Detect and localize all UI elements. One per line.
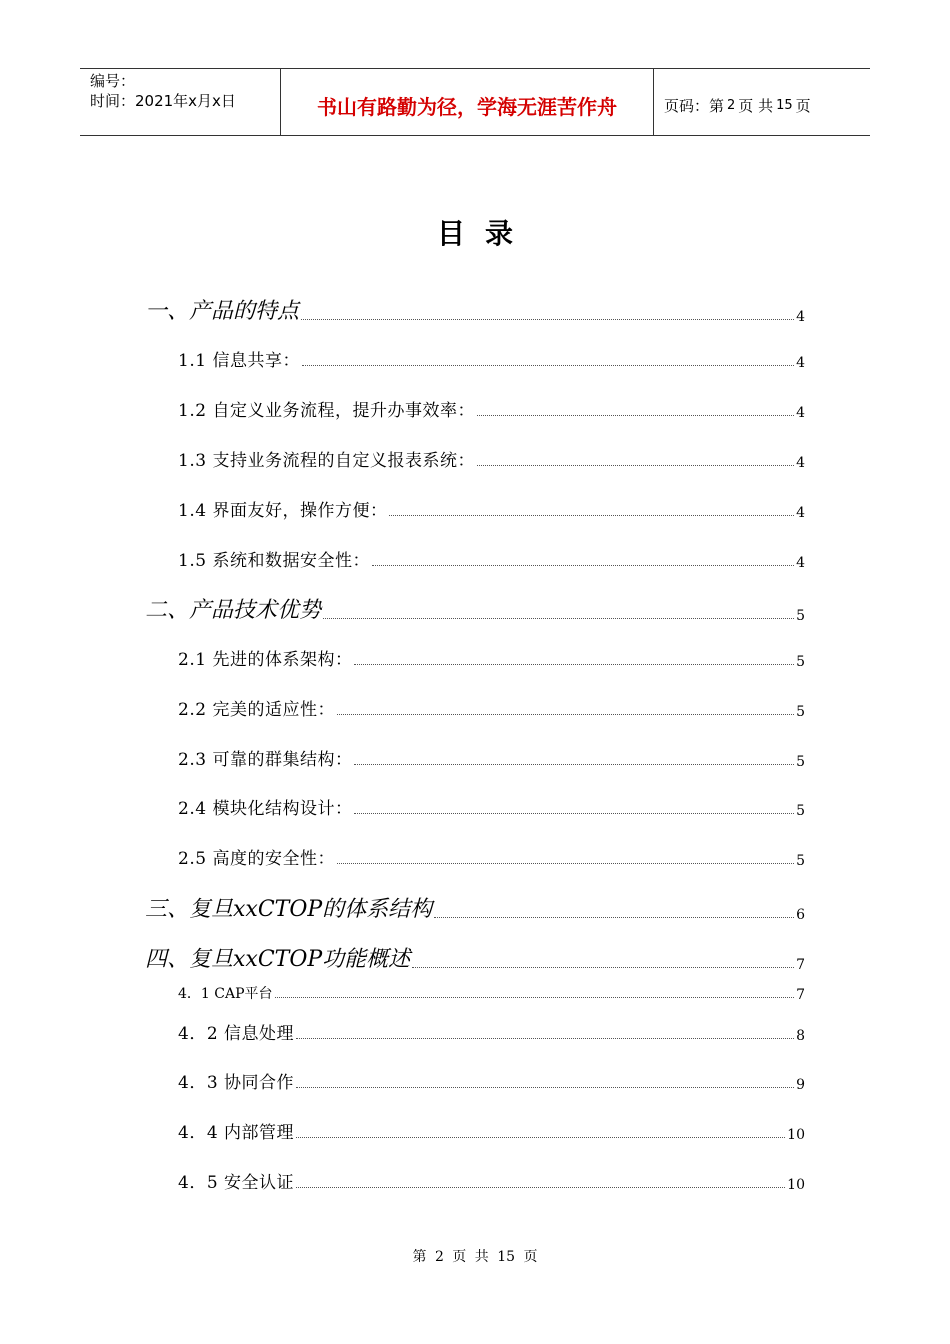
toc-entry[interactable] <box>178 396 805 421</box>
toc-entry-page: 5 <box>796 654 805 670</box>
toc-leader <box>389 514 794 516</box>
toc-leader <box>296 1037 794 1039</box>
toc-entry-text: 一、产品的特点 <box>145 299 300 324</box>
toc-entry-page: 5 <box>796 608 805 624</box>
header-date: 时间：2021年x月x日 <box>90 92 236 110</box>
toc-leader <box>301 318 794 320</box>
toc-entry[interactable] <box>145 892 805 923</box>
toc-entry-text: 4．2 信息处理 <box>178 1024 295 1044</box>
toc-entry-text: 1.1 信息共享： <box>178 351 300 371</box>
toc-entry[interactable] <box>178 983 805 1003</box>
toc-leader <box>477 414 794 416</box>
toc-entry[interactable] <box>178 1118 805 1143</box>
toc-entry[interactable] <box>178 645 805 670</box>
toc-entry[interactable] <box>178 695 805 720</box>
toc-leader <box>337 713 794 715</box>
toc-entry-text: 1.5 系统和数据安全性： <box>178 551 370 571</box>
toc-entry-page: 10 <box>787 1127 805 1143</box>
toc-entry-page: 4 <box>796 455 805 471</box>
toc-entry[interactable] <box>178 346 805 371</box>
toc-leader <box>296 1136 785 1138</box>
toc-entry-text: 2.3 可靠的群集结构： <box>178 750 353 770</box>
toc-entry-page: 5 <box>796 704 805 720</box>
toc-entry-page: 5 <box>796 754 805 770</box>
toc-leader <box>296 1186 785 1188</box>
toc-entry[interactable] <box>178 546 805 571</box>
toc-entry[interactable] <box>178 794 805 819</box>
toc-entry-text: 二、产品技术优势 <box>145 598 322 623</box>
toc-entry[interactable] <box>178 496 805 521</box>
toc-entry-page: 7 <box>796 987 805 1003</box>
toc-entry-page: 4 <box>796 555 805 571</box>
toc-leader <box>337 862 794 864</box>
toc-entry[interactable] <box>178 446 805 471</box>
toc-leader <box>323 617 794 619</box>
toc-entry-text: 1.3 支持业务流程的自定义报表系统： <box>178 451 475 471</box>
toc-entry[interactable] <box>178 1168 805 1193</box>
toc-entry-text: 2.4 模块化结构设计： <box>178 799 353 819</box>
toc-entry-text: 三、复旦xxCTOP的体系结构 <box>145 897 433 922</box>
toc-entry[interactable] <box>178 1068 805 1093</box>
toc-entry-page: 4 <box>796 309 805 325</box>
toc-entry-text: 四、复旦xxCTOP功能概述 <box>145 947 411 972</box>
header-page-mid: 页 共 <box>738 96 774 115</box>
toc-entry-text: 4．3 协同合作 <box>178 1073 295 1093</box>
toc-entry-text: 2.2 完美的适应性： <box>178 700 335 720</box>
toc-entry-page: 7 <box>796 957 805 973</box>
toc-leader <box>354 663 794 665</box>
toc-entry-page: 4 <box>796 505 805 521</box>
toc-entry-text: 4．4 内部管理 <box>178 1123 295 1143</box>
toc-entry[interactable] <box>178 844 805 869</box>
toc-entry-page: 5 <box>796 853 805 869</box>
toc-entry-text: 1.2 自定义业务流程，提升办事效率： <box>178 401 475 421</box>
toc-entry-text: 1.4 界面友好，操作方便： <box>178 501 388 521</box>
toc-leader <box>302 364 794 366</box>
toc-entry-page: 4 <box>796 405 805 421</box>
page-footer: 第 2 页 共 15 页 <box>412 1249 538 1265</box>
toc-entry[interactable] <box>178 1019 805 1044</box>
toc-entry-page: 9 <box>796 1077 805 1093</box>
page-title: 目录 <box>436 217 533 250</box>
toc-leader <box>354 763 794 765</box>
toc-entry-page: 8 <box>796 1028 805 1044</box>
toc-leader <box>434 916 794 918</box>
toc-leader <box>296 1086 794 1088</box>
header-page-prefix: 页码：第 <box>664 96 725 115</box>
toc-leader <box>275 996 795 998</box>
toc-leader <box>412 966 794 968</box>
toc-entry[interactable] <box>145 593 805 624</box>
toc-entry[interactable] <box>145 294 805 325</box>
header-motto: 书山有路勤为径，学海无涯苦作舟 <box>281 69 654 135</box>
header-number-label: 编号： <box>90 72 136 90</box>
toc-entry[interactable] <box>145 942 805 973</box>
toc-entry-text: 4．5 安全认证 <box>178 1173 295 1193</box>
header-page-current: 2 <box>727 97 736 113</box>
toc-entry-text: 2.5 高度的安全性： <box>178 849 335 869</box>
toc-entry-page: 6 <box>796 907 805 923</box>
toc-entry-text: 2.1 先进的体系架构： <box>178 650 353 670</box>
header-page-total: 15 <box>776 97 793 113</box>
toc-leader <box>477 464 794 466</box>
toc-entry-page: 10 <box>787 1177 805 1193</box>
toc-leader <box>354 812 794 814</box>
toc-entry-page: 4 <box>796 355 805 371</box>
header-page-suffix: 页 <box>795 96 811 115</box>
toc-entry-text: 4．1 CAP平台 <box>178 986 273 1002</box>
toc-entry-page: 5 <box>796 803 805 819</box>
toc-leader <box>372 564 794 566</box>
toc-entry[interactable] <box>178 745 805 770</box>
